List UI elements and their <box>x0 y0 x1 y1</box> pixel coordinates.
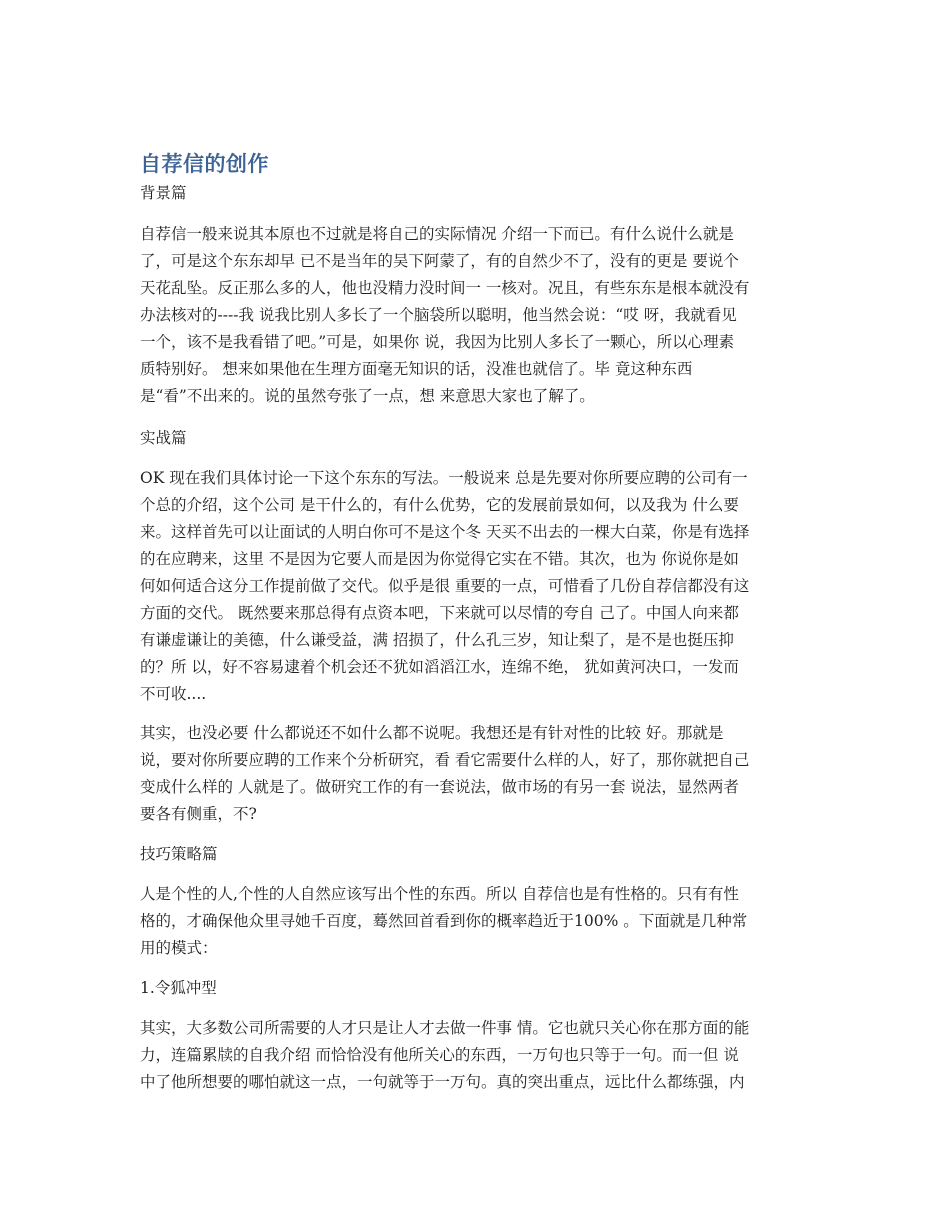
text-line: 天花乱坠。反正那么多的人，他也没精力没时间一 一核对。况且，有些东东是根本就没有 <box>140 279 750 297</box>
text-line: 的在应聘来，这里 不是因为它要人而是因为你觉得它实在不错。其次，也为 你说你是如 <box>140 550 739 568</box>
text-line: 是“看”不出来的。说的虽然夸张了一点，想 来意思大家也了解了。 <box>140 387 595 405</box>
text-line: 来。这样首先可以让面试的人明白你可不是这个冬 天买不出去的一棵大白菜，你是有选择 <box>140 523 750 541</box>
paragraph-practice-1 <box>140 465 820 708</box>
text-line: 说，要对你所要应聘的工作来个分析研究，看 看它需要什么样的人，好了，那你就把自己 <box>140 751 750 769</box>
text-line: 力，连篇累牍的自我介绍 而恰恰没有他所关心的东西，一万句也只等于一句。而一但 说 <box>140 1046 739 1064</box>
text-line: 不可收.... <box>140 685 207 703</box>
paragraph-strategy <box>140 881 820 962</box>
document-page <box>140 148 820 1096</box>
text-line: 何如何适合这分工作提前做了交代。似乎是很 重要的一点，可惜看了几份自荐信都没有这 <box>140 577 750 595</box>
paragraph-background <box>140 221 820 410</box>
text-line: 一个，该不是我看错了吧。”可是，如果你 说，我因为比别人多长了一颗心，所以心理素 <box>140 333 735 351</box>
text-line: 自荐信一般来说其本原也不过就是将自己的实际情况 介绍一下而已。有什么说什么就是 <box>140 225 734 243</box>
section-heading-background: 背景篇 <box>140 184 187 202</box>
paragraph-linghuchong <box>140 1015 820 1096</box>
subsection-heading-linghuchong: 1.令狐冲型 <box>140 979 217 997</box>
text-line: 方面的交代。 既然要来那总得有点资本吧，下来就可以尽情的夸自 己了。中国人向来都 <box>140 604 739 622</box>
text-line: 其实，大多数公司所需要的人才只是让人才去做一件事 情。它也就只关心你在那方面的能 <box>140 1019 750 1037</box>
text-line: 格的，才确保他众里寻她千百度，蓦然回首看到你的概率趋近于100% 。下面就是几种常 <box>140 912 748 930</box>
text-line: 要各有侧重，不? <box>140 805 257 823</box>
text-line: 办法核对的----我 说我比别人多长了一个脑袋所以聪明，他当然会说：“哎 呀，我就看见 <box>140 306 737 324</box>
text-line: 人是个性的人,个性的人自然应该写出个性的东西。所以 自荐信也是有性格的。只有有性 <box>140 885 739 903</box>
text-line: 用的模式： <box>140 939 218 957</box>
section-heading-practice: 实战篇 <box>140 429 187 447</box>
text-line: 质特别好。 想来如果他在生理方面毫无知识的话，没准也就信了。毕 竟这种东西 <box>140 360 693 378</box>
text-line: 的？所 以，好不容易逮着个机会还不犹如滔滔江水，连绵不绝， 犹如黄河决口，一发而 <box>140 658 739 676</box>
text-line: 中了他所想要的哪怕就这一点，一句就等于一万句。真的突出重点，远比什么都练强，内 <box>140 1073 745 1091</box>
paragraph-practice-2 <box>140 720 820 828</box>
text-line: OK 现在我们具体讨论一下这个东东的写法。一般说来 总是先要对你所要应聘的公司有一 <box>140 469 748 487</box>
text-line: 有谦虚谦让的美德，什么谦受益，满 招损了，什么孔三岁，知让梨了，是不是也挺压抑 <box>140 631 734 649</box>
text-line: 了，可是这个东东却早 已不是当年的吴下阿蒙了，有的自然少不了，没有的更是 要说个 <box>140 252 739 270</box>
text-line: 其实，也没必要 什么都说还不如什么都不说呢。我想还是有针对性的比较 好。那就是 <box>140 724 724 742</box>
text-line: 个总的介绍，这个公司 是干什么的，有什么优势，它的发展前景如何，以及我为 什么要 <box>140 496 739 514</box>
section-heading-strategy: 技巧策略篇 <box>140 845 218 863</box>
text-line: 变成什么样的 人就是了。做研究工作的有一套说法，做市场的有另一套 说法，显然两者 <box>140 778 739 796</box>
document-title: 自荐信的创作 <box>140 152 269 176</box>
